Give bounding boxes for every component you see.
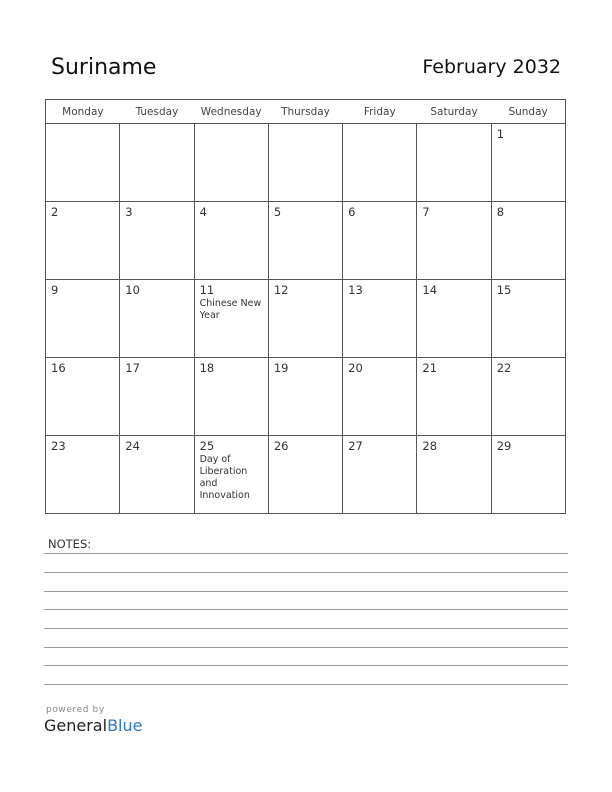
calendar-week-row	[46, 280, 566, 358]
calendar-day-cell	[491, 124, 565, 202]
weekday-header: Wednesday	[194, 100, 268, 124]
day-number: 14	[422, 283, 438, 297]
day-number: 9	[51, 283, 59, 297]
calendar-day-cell	[46, 124, 120, 202]
day-number: 11	[199, 283, 215, 297]
day-number: 13	[348, 283, 363, 297]
notes-line	[44, 647, 568, 648]
calendar-week-row	[46, 358, 566, 436]
weekday-header: Saturday	[417, 100, 491, 124]
calendar-day-cell	[417, 124, 491, 202]
calendar-day-cell	[491, 202, 565, 280]
notes-line	[44, 665, 568, 666]
calendar-day-cell	[343, 436, 417, 514]
calendar-week-row	[46, 124, 566, 202]
generalblue-logo	[44, 705, 142, 735]
calendar-day-cell	[343, 124, 417, 202]
day-number: 15	[496, 283, 512, 297]
calendar-day-cell	[343, 358, 417, 436]
holiday-label: Day of Liberation and Innovation	[199, 454, 250, 501]
calendar-day-cell	[417, 202, 491, 280]
weekday-header: Tuesday	[120, 100, 194, 124]
day-number: 10	[125, 283, 140, 297]
day-number: 28	[422, 439, 438, 453]
day-number: 21	[422, 361, 438, 375]
notes-line	[44, 591, 568, 592]
day-number: 6	[348, 205, 356, 219]
notes-line	[44, 553, 568, 554]
brand-general: General	[44, 716, 108, 735]
calendar-day-cell	[417, 358, 491, 436]
day-number: 23	[51, 439, 66, 453]
day-number: 18	[199, 361, 215, 375]
calendar-day-cell	[491, 436, 565, 514]
calendar-day-cell	[268, 280, 342, 358]
calendar-day-cell	[417, 280, 491, 358]
calendar-day-cell	[194, 124, 268, 202]
day-number: 17	[125, 361, 140, 375]
weekday-header: Monday	[46, 100, 120, 124]
weekday-header: Sunday	[491, 100, 565, 124]
calendar-day-cell	[46, 280, 120, 358]
day-number: 8	[496, 205, 505, 219]
day-number: 19	[273, 361, 289, 375]
calendar-week-row	[46, 202, 566, 280]
day-number: 3	[125, 205, 133, 219]
calendar-day-cell	[194, 202, 268, 280]
notes-label: NOTES:	[48, 537, 92, 551]
holiday-label: Chinese New Year	[199, 298, 262, 321]
calendar-day-cell	[120, 358, 194, 436]
day-number: 22	[496, 361, 512, 375]
notes-line	[44, 609, 568, 610]
day-number: 25	[199, 439, 215, 453]
calendar-day-cell	[343, 202, 417, 280]
calendar-day-cell	[268, 358, 342, 436]
calendar-day-cell	[120, 202, 194, 280]
page-title-month: February 2032	[422, 56, 561, 78]
day-number: 27	[348, 439, 363, 453]
day-number: 26	[273, 439, 289, 453]
day-number: 7	[422, 205, 430, 219]
day-number: 4	[199, 205, 207, 219]
day-number: 12	[273, 283, 289, 297]
brand-name	[44, 716, 142, 735]
calendar-day-cell	[120, 280, 194, 358]
calendar-day-cell	[194, 436, 268, 514]
calendar-grid	[45, 99, 566, 514]
calendar-day-cell	[120, 124, 194, 202]
day-number: 24	[125, 439, 140, 453]
calendar-day-cell	[491, 358, 565, 436]
notes-line	[44, 628, 568, 629]
day-number: 5	[273, 205, 282, 219]
calendar-day-cell	[194, 358, 268, 436]
notes-line	[44, 684, 568, 685]
powered-by-text: powered by	[46, 705, 105, 715]
weekday-header: Friday	[343, 100, 417, 124]
calendar-day-cell	[417, 436, 491, 514]
calendar-week-row	[46, 436, 566, 514]
calendar-day-cell	[268, 436, 342, 514]
calendar-day-cell	[268, 202, 342, 280]
day-number: 29	[496, 439, 512, 453]
calendar-day-cell	[120, 436, 194, 514]
day-number: 1	[496, 127, 505, 141]
calendar-day-cell	[343, 280, 417, 358]
brand-blue: Blue	[107, 716, 143, 735]
calendar-day-cell	[268, 124, 342, 202]
day-number: 2	[51, 205, 59, 219]
calendar-day-cell	[194, 280, 268, 358]
day-number: 20	[348, 361, 363, 375]
page-title-country: Suriname	[51, 55, 157, 80]
weekday-header-row	[46, 100, 566, 124]
notes-line	[44, 572, 568, 573]
weekday-header: Thursday	[268, 100, 342, 124]
calendar-day-cell	[491, 280, 565, 358]
calendar-day-cell	[46, 358, 120, 436]
day-number: 16	[51, 361, 66, 375]
calendar-day-cell	[46, 202, 120, 280]
calendar-day-cell	[46, 436, 120, 514]
